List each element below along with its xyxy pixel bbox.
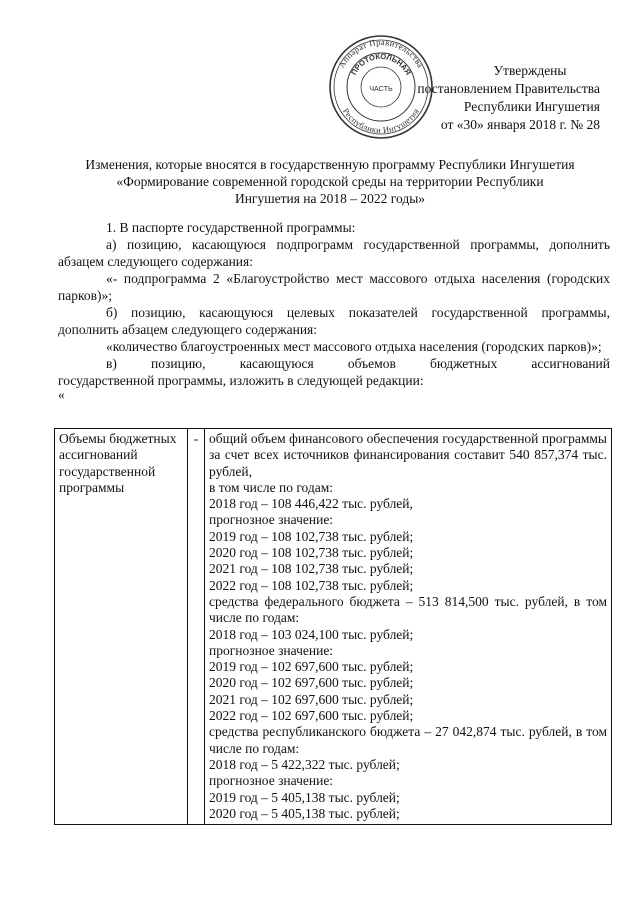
total-line: 2019 год – 108 102,738 тыс. рублей; [209, 528, 414, 544]
stamp-inner-text: ПРОТОКОЛЬНАЯ [349, 51, 413, 77]
title-line: Ингушетия на 2018 – 2022 годы» [234, 191, 426, 206]
total-line: прогнозное значение: [209, 512, 334, 528]
republic-line: прогнозное значение: [209, 773, 334, 789]
document-body [58, 219, 610, 402]
republic-line: 2020 год – 5 405,138 тыс. рублей; [209, 805, 400, 821]
federal-line: 2019 год – 102 697,600 тыс. рублей; [209, 659, 414, 675]
total-line: в том числе по годам: [209, 479, 334, 495]
federal-line: 2022 год – 102 697,600 тыс. рублей; [209, 708, 414, 724]
approval-line: от «30» января 2018 г. № 28 [440, 117, 600, 132]
total-line: 2022 год – 108 102,738 тыс. рублей; [209, 577, 414, 593]
stamp-center-text: ЧАСТЬ [369, 84, 393, 93]
table-label-cell: Объемы бюджетных ассигнований государственной программы [55, 429, 188, 825]
paragraph-v-line2: государственной программы, изложить в следующей редакции: [58, 373, 424, 388]
paragraph-v-line1: в) позицию, касающуюся объемов бюджетных ассигнований [106, 356, 610, 371]
table-dash-cell: - [188, 429, 205, 825]
title-line: Изменения, которые вносятся в государственную программу Республики Ингушетия [85, 157, 575, 172]
document-title [50, 156, 610, 207]
republic-line: 2019 год – 5 405,138 тыс. рублей; [209, 789, 400, 805]
paragraph-a-quote: «- подпрограмма 2 «Благоустройство мест массового отдыха населения (городских парков)»; [58, 271, 610, 303]
republic-intro: средства республиканского бюджета – 27 042,874 тыс. рублей, в том числе по годам: [209, 724, 607, 756]
federal-line: 2021 год – 102 697,600 тыс. рублей; [209, 691, 414, 707]
total-line: 2018 год – 108 446,422 тыс. рублей, [209, 496, 413, 512]
federal-intro: средства федерального бюджета – 513 814,500 тыс. рублей, в том числе по годам: [209, 593, 607, 626]
title-line: «Формирование современной городской среды на территории Республики [116, 174, 544, 189]
open-quote: « [58, 387, 65, 402]
total-line: 2021 год – 108 102,738 тыс. рублей; [209, 561, 414, 577]
federal-line: 2018 год – 103 024,100 тыс. рублей; [209, 626, 414, 642]
paragraph-b: б) позицию, касающуюся целевых показателей государственной программы, дополнить абзацем следующего содержания: [58, 305, 610, 337]
total-intro: общий объем финансового обеспечения государственной программы за счет всех источников финансирования составит 540 857,374 тыс. рублей, [209, 431, 607, 479]
paragraph-a: а) позицию, касающуюся подпрограмм государственной программы, дополнить абзацем следующего содержания: [58, 237, 610, 269]
republic-line: 2018 год – 5 422,322 тыс. рублей; [209, 756, 400, 772]
approval-line: постановлением Правительства [417, 81, 600, 96]
federal-line: прогнозное значение: [209, 642, 334, 658]
stamp-outer-bottom-text: Республики Ингушетия [340, 106, 422, 136]
table-row [55, 429, 612, 825]
approval-line: Утверждены [493, 63, 567, 78]
approval-block [370, 62, 600, 134]
federal-line: 2020 год – 102 697,600 тыс. рублей; [209, 675, 414, 691]
stamp-outer-top-text: Аппарат Правительства [336, 36, 426, 70]
table-content-cell [205, 429, 612, 825]
budget-table [54, 428, 612, 825]
paragraph-b-quote: «количество благоустроенных мест массового отдыха населения (городских парков)»; [106, 339, 602, 354]
paragraph-1: 1. В паспорте государственной программы: [106, 220, 356, 235]
approval-line: Республики Ингушетия [463, 99, 600, 114]
total-line: 2020 год – 108 102,738 тыс. рублей; [209, 545, 414, 561]
